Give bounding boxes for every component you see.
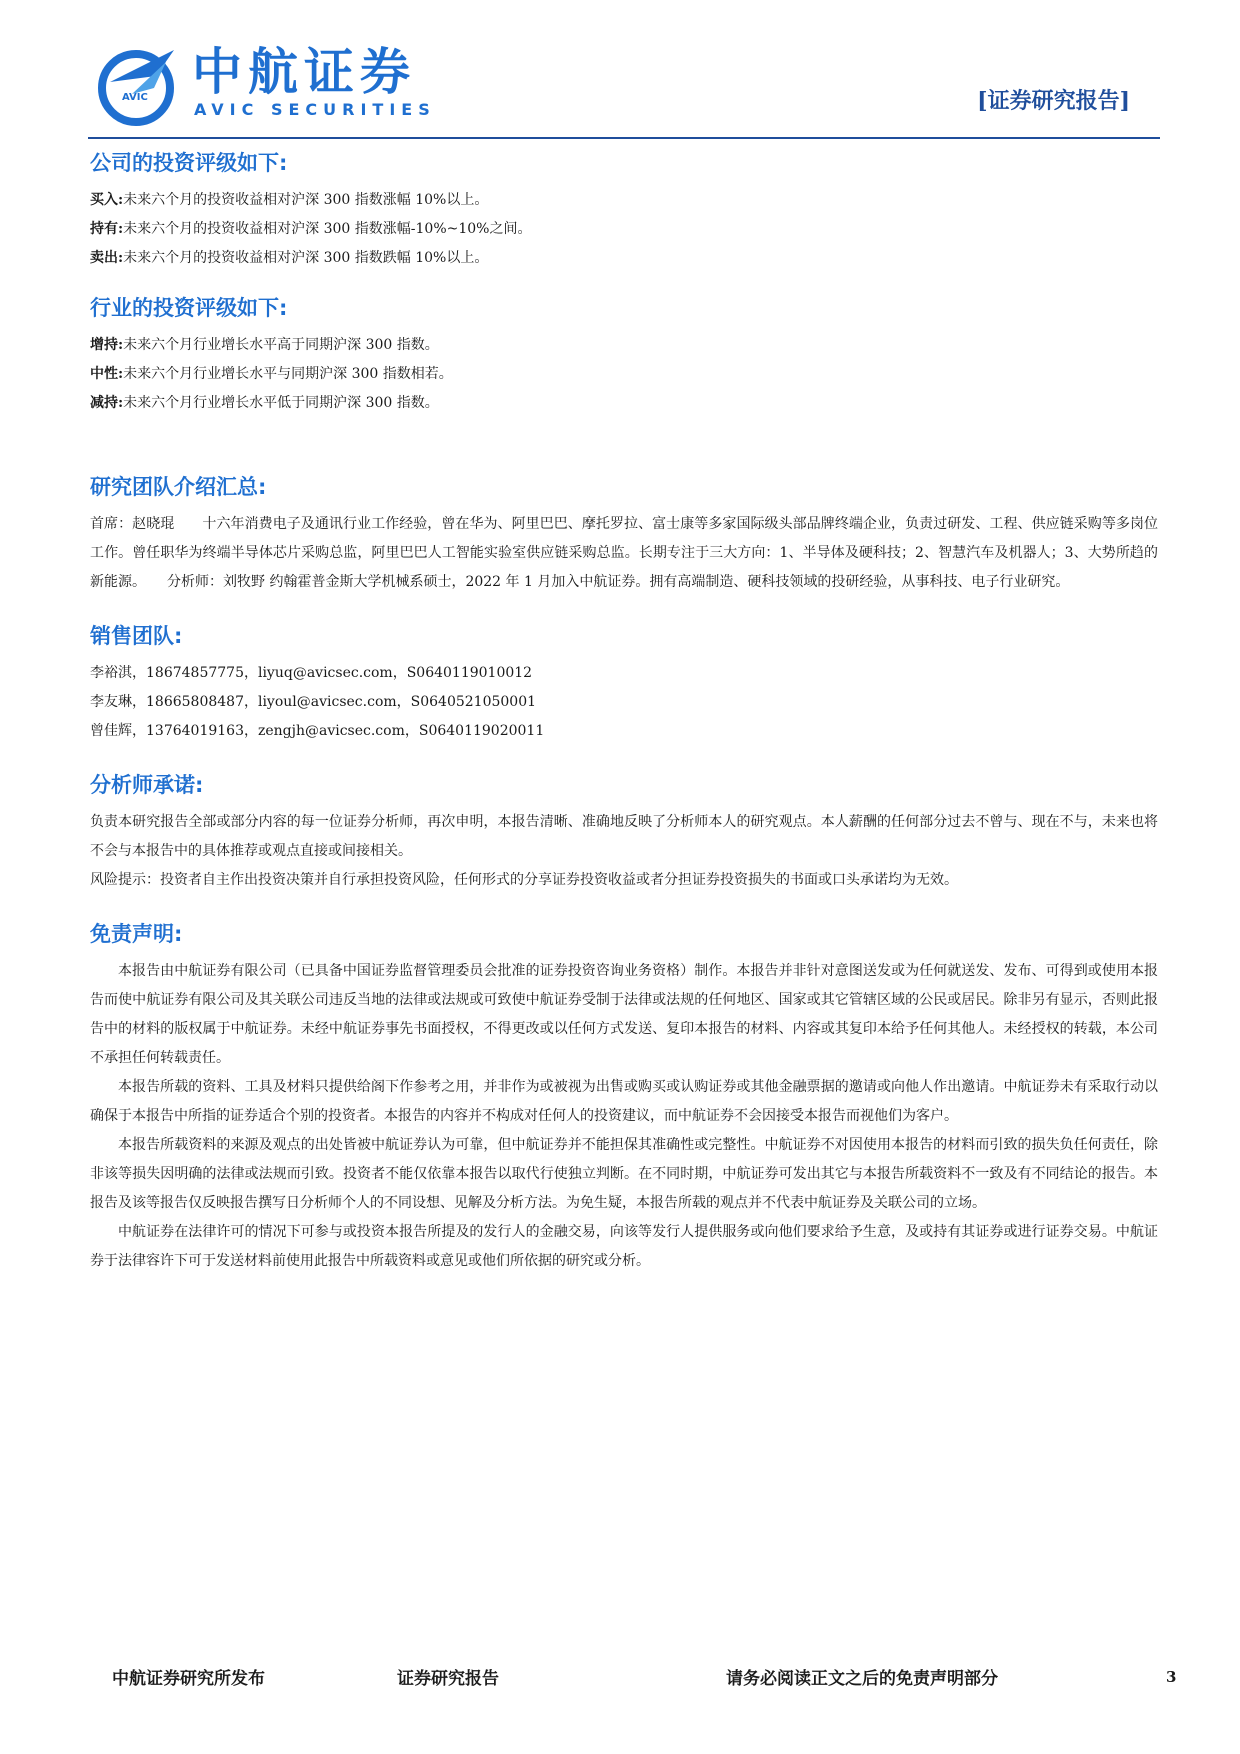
brand-name-en: AVIC SECURITIES bbox=[194, 100, 436, 119]
section-title: 行业的投资评级如下: bbox=[90, 296, 288, 320]
rating-term: 增持: bbox=[90, 337, 124, 353]
rating-desc: 未来六个月行业增长水平高于同期沪深 300 指数。 bbox=[123, 337, 439, 353]
rating-desc: 未来六个月行业增长水平低于同期沪深 300 指数。 bbox=[123, 395, 439, 411]
page-number: 3 bbox=[1166, 1668, 1177, 1686]
rating-item bbox=[90, 331, 1158, 360]
section-title: 研究团队介绍汇总: bbox=[90, 475, 267, 499]
sales-team-section bbox=[90, 621, 1158, 746]
industry-rating-section bbox=[90, 293, 1158, 418]
rating-item bbox=[90, 360, 1158, 389]
risk-warning-text: 风险提示：投资者自主作出投资决策并自行承担投资风险，任何形式的分享证券投资收益或者分担证券投资损失的书面或口头承诺均为无效。 bbox=[90, 872, 958, 888]
rating-term: 买入: bbox=[90, 192, 124, 208]
sales-contact: 李裕淇，18674857775，liyuq@avicsec.com，S0640119010012 bbox=[90, 665, 533, 681]
disclaimer-section bbox=[90, 919, 1158, 1276]
rating-desc: 未来六个月的投资收益相对沪深 300 指数涨幅 10%以上。 bbox=[123, 192, 489, 208]
sales-contact: 李友琳，18665808487，liyoul@avicsec.com，S0640521050001 bbox=[90, 694, 537, 710]
section-title: 免责声明: bbox=[90, 922, 183, 946]
section-title: 分析师承诺: bbox=[90, 773, 204, 797]
disclaimer-paragraph: 本报告所载资料的来源及观点的出处皆被中航证券认为可靠，但中航证券并不能担保其准确性或完整性。中航证券不对因使用本报告的材料而引致的损失负任何责任，除非该等损失因明确的法律或法规而引致。投资者不能仅依靠本报告以取代行使独立判断。在不同时期，中航证券可发出其它与本报告所载资料不一致及有不同结论的报告。本报告及该等报告仅反映报告撰写日分析师个人的不同设想、见解及分析方法。为免生疑，本报告所载的观点并不代表中航证券及关联公司的立场。 bbox=[90, 1137, 1158, 1211]
commitment-text: 负责本研究报告全部或部分内容的每一位证券分析师，再次申明，本报告清晰、准确地反映了分析师本人的研究观点。本人薪酬的任何部分过去不曾与、现在不与，未来也将不会与本报告中的具体推荐或观点直接或间接相关。 bbox=[90, 814, 1158, 859]
rating-item bbox=[90, 389, 1158, 418]
disclaimer-paragraph: 本报告所载的资料、工具及材料只提供给阁下作参考之用，并非作为或被视为出售或购买或认购证券或其他金融票据的邀请或向他人作出邀请。中航证券未有采取行动以确保于本报告中所指的证券适合个别的投资者。本报告的内容并不构成对任何人的投资建议，而中航证券不会因接受本报告而视他们为客户。 bbox=[90, 1079, 1158, 1124]
document-body bbox=[90, 148, 1158, 1276]
research-team-section bbox=[90, 472, 1158, 597]
report-type-label: [证券研究报告] bbox=[977, 88, 1130, 114]
footer-notice: 请务必阅读正文之后的免责声明部分 bbox=[726, 1669, 998, 1689]
page-header bbox=[88, 36, 1160, 140]
analyst-commitment-section bbox=[90, 770, 1158, 895]
rating-term: 减持: bbox=[90, 395, 124, 411]
brand-name-cn: 中航证券 bbox=[192, 43, 416, 101]
avic-logo-icon bbox=[96, 42, 180, 126]
footer-publisher: 中航证券研究所发布 bbox=[112, 1669, 265, 1689]
rating-term: 持有: bbox=[90, 221, 124, 237]
rating-item bbox=[90, 186, 1158, 215]
header-divider bbox=[88, 137, 1160, 139]
sales-contact: 曾佳辉，13764019163，zengjh@avicsec.com，S0640119020011 bbox=[90, 723, 545, 739]
rating-item bbox=[90, 244, 1158, 273]
rating-desc: 未来六个月的投资收益相对沪深 300 指数涨幅-10%~10%之间。 bbox=[123, 221, 532, 237]
rating-desc: 未来六个月行业增长水平与同期沪深 300 指数相若。 bbox=[123, 366, 453, 382]
disclaimer-paragraph: 本报告由中航证券有限公司（已具备中国证券监督管理委员会批准的证券投资咨询业务资格）制作。本报告并非针对意图送发或为任何就送发、发布、可得到或使用本报告而使中航证券有限公司及其关联公司违反当地的法律或法规或可致使中航证券受制于法律或法规的任何地区、国家或其它管辖区域的公民或居民。除非另有显示，否则此报告中的材料的版权属于中航证券。未经中航证券事先书面授权，不得更改或以任何方式发送、复印本报告的材料、内容或其复印本给予任何其他人。未经授权的转载，本公司不承担任何转载责任。 bbox=[90, 963, 1158, 1066]
section-title: 公司的投资评级如下: bbox=[90, 151, 288, 175]
rating-term: 卖出: bbox=[90, 250, 124, 266]
rating-item bbox=[90, 215, 1158, 244]
company-rating-section bbox=[90, 148, 1158, 273]
research-team-text: 首席：赵晓琨 十六年消费电子及通讯行业工作经验，曾在华为、阿里巴巴、摩托罗拉、富士康等多家国际级头部品牌终端企业，负责过研发、工程、供应链采购等多岗位工作。曾任职华为终端半导体芯片采购总监，阿里巴巴人工智能实验室供应链采购总监。长期专注于三大方向：1、半导体及硬科技；2、智慧汽车及机器人；3、大势所趋的新能源。 分析师：刘牧野 约翰霍普金斯大学机械系硕士，2022 年 1 月加入中航证券。拥有高端制造、硬科技领域的投研经验，从事科技、电子行业研究。 bbox=[90, 516, 1158, 590]
disclaimer-paragraph: 中航证券在法律许可的情况下可参与或投资本报告所提及的发行人的金融交易，向该等发行人提供服务或向他们要求给予生意，及或持有其证券或进行证券交易。中航证券于法律容许下可于发送材料前使用此报告中所载资料或意见或他们所依据的研究或分析。 bbox=[90, 1224, 1158, 1269]
section-title: 销售团队: bbox=[90, 624, 183, 648]
rating-term: 中性: bbox=[90, 366, 124, 382]
rating-desc: 未来六个月的投资收益相对沪深 300 指数跌幅 10%以上。 bbox=[123, 250, 489, 266]
footer-report-type: 证券研究报告 bbox=[397, 1669, 499, 1689]
logo-text: AVIC bbox=[122, 92, 148, 103]
